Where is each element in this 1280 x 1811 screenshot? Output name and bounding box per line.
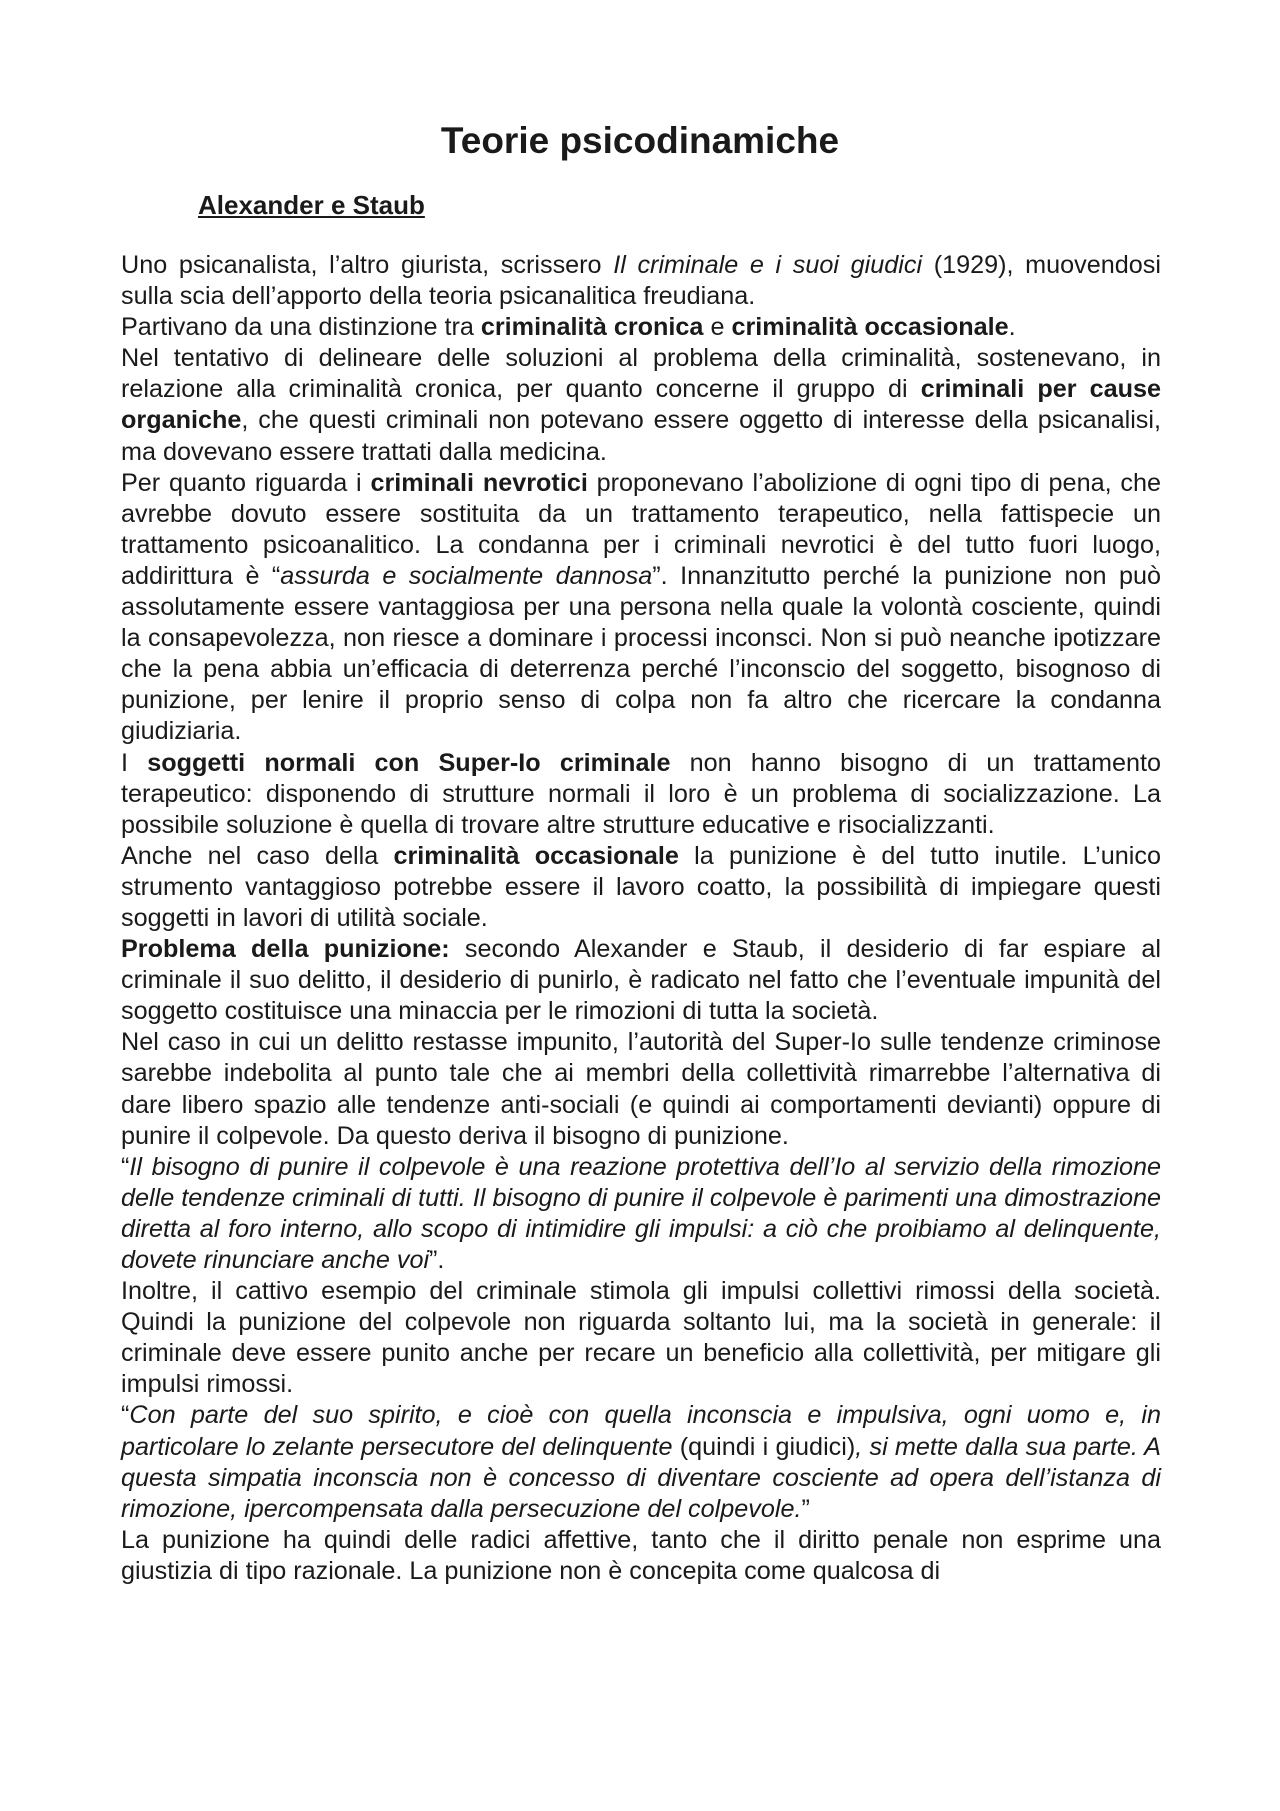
text-run: proponevano l’abolizione di ogni tipo di pena, che avrebbe dovuto essere sostituita da un trattamento terapeutico, nella fattispecie un trattamento psicoanalitico. La condanna per i criminali nevrotici è del tutto fuori luogo, addirittura è “ xyxy=(121,468,1161,590)
text-run: Anche nel caso della xyxy=(121,841,394,870)
italic-quote: , si mette dalla sua parte. A questa simpatia inconscia non è concesso di diventare cosciente ad opera dell’istanza di rimozione, ipercompensata dalla persecuzione del colpevole. xyxy=(121,1432,1161,1523)
text-run: ”. xyxy=(429,1246,445,1274)
paragraph-4 xyxy=(121,468,1161,748)
text-run: Nel tentativo di delineare delle soluzioni al problema della criminalità, sostenevano, in relazione alla criminalità cronica, per quanto concerne il gruppo di xyxy=(121,344,1161,404)
text-run: ”. Innanzitutto perché la punizione non può assolutamente essere vantaggiosa per una persona nella quale la volontà cosciente, quindi la consapevolezza, non riesce a dominare i processi inconsci. Non si può neanche ipotizzare che la pena abbia un’efficacia di deterrenza perché l’inconscio del soggetto, bisognoso di punizione, per lenire il proprio senso di colpa non fa altro che ricercare la condanna giudiziaria. xyxy=(121,561,1161,746)
italic-quote: Il bisogno di punire il colpevole è una reazione protettiva dell’Io al servizio della rimozione delle tendenze criminali di tutti. Il bisogno di punire il colpevole è parimenti una dimostrazione diretta al foro interno, allo scopo di intimidire gli impulsi: a ciò che proibiamo al delinquente, dovete rinunciare anche voi xyxy=(121,1152,1161,1274)
paragraph-8: Nel caso in cui un delitto restasse impunito, l’autorità del Super-Io sulle tendenze criminose sarebbe indebolita al punto tale che ai membri della collettività rimarrebbe l’alternativa di dare libero spazio alle tendenze anti-sociali (e quindi ai comportamenti devianti) oppure di punire il colpevole. Da questo deriva il bisogno di punizione. xyxy=(121,1028,1161,1150)
paragraph-2 xyxy=(121,312,1161,343)
text-run: , che questi criminali non potevano essere oggetto di interesse della psicanalisi, ma dovevano essere trattati dalla medicina. xyxy=(121,406,1161,466)
text-run: Per quanto riguarda i xyxy=(121,468,371,497)
bold-term: criminali per cause organiche xyxy=(121,375,1161,435)
paragraph-11 xyxy=(121,1400,1161,1524)
text-run: “ xyxy=(121,1152,130,1181)
text-run: “ xyxy=(121,1401,130,1430)
paragraph-12: La punizione ha quindi delle radici affettive, tanto che il diritto penale non esprime una giustizia di tipo razionale. La punizione non è concepita come qualcosa di xyxy=(121,1525,1161,1585)
text-run: . xyxy=(1008,313,1016,342)
italic-quote: assurda e socialmente dannosa xyxy=(280,561,653,590)
body-text xyxy=(121,250,1161,1587)
paragraph-9 xyxy=(121,1152,1161,1276)
text-run: non hanno bisogno di un trattamento terapeutico: disponendo di strutture normali il loro è un problema di socializzazione. La possibile soluzione è quella di trovare altre strutture educative e risocializzanti. xyxy=(121,748,1161,839)
book-title: Il criminale e i suoi giudici xyxy=(613,251,923,279)
bold-term: Problema della punizione: xyxy=(121,935,450,964)
text-run: e xyxy=(703,313,732,342)
page-title-text: Teorie psicodinamiche xyxy=(440,120,840,161)
text-run: (1929), muovendosi sulla scia dell’apporto della teoria psicanalitica freudiana. xyxy=(121,251,1161,311)
text-run: Partivano da una distinzione tra xyxy=(121,313,481,342)
text-run: ” xyxy=(801,1494,810,1523)
text-run: (quindi i giudici) xyxy=(672,1432,856,1461)
paragraph-5 xyxy=(121,748,1161,841)
text-run: Uno psicanalista, l’altro giurista, scrissero xyxy=(121,251,614,279)
section-heading: Alexander e Staub xyxy=(198,190,425,220)
bold-term: criminalità cronica xyxy=(480,313,704,342)
bold-term: criminalità occasionale xyxy=(731,313,1009,342)
text-run: I xyxy=(121,748,148,777)
paragraph-10: Inoltre, il cattivo esempio del criminale stimola gli impulsi collettivi rimossi della società. Quindi la punizione del colpevole non riguarda soltanto lui, ma la società in generale: il criminale deve essere punito anche per recare un beneficio alla collettività, per mitigare gli impulsi rimossi. xyxy=(121,1277,1161,1399)
paragraph-6 xyxy=(121,841,1161,934)
text-run: secondo Alexander e Staub, il desiderio di far espiare al criminale il suo delitto, il desiderio di punirlo, è radicato nel fatto che l’eventuale impunità del soggetto costituisce una minaccia per le rimozioni di tutta la società. xyxy=(121,935,1162,1026)
paragraph-7 xyxy=(121,934,1161,1027)
paragraph-1 xyxy=(121,250,1161,312)
text-run: la punizione è del tutto inutile. L’unico strumento vantaggioso potrebbe essere il lavoro coatto, la possibilità di impiegare questi soggetti in lavori di utilità sociale. xyxy=(121,841,1161,932)
bold-term: soggetti normali con Super-Io criminale xyxy=(147,748,671,777)
bold-term: criminalità occasionale xyxy=(393,841,679,870)
italic-quote: Con parte del suo spirito, e cioè con quella inconscia e impulsiva, ogni uomo e, in particolare lo zelante persecutore del delinquente xyxy=(121,1401,1161,1461)
page-title xyxy=(0,120,1280,162)
paragraph-3 xyxy=(121,343,1161,467)
bold-term: criminali nevrotici xyxy=(370,468,588,497)
